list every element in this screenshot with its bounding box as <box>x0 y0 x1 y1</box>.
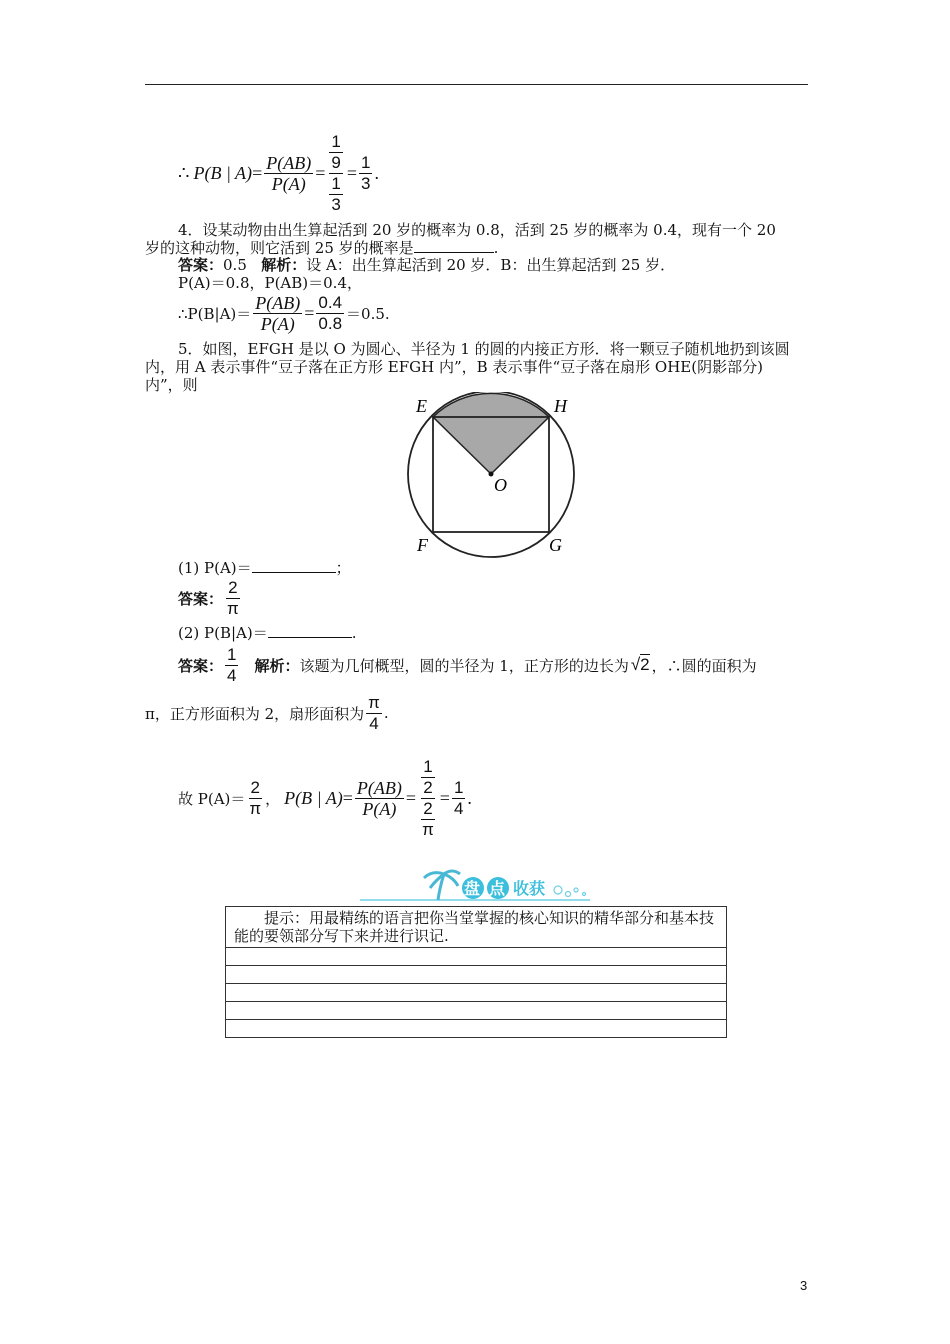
summary-banner <box>360 868 620 906</box>
frac-den: P(A) <box>362 798 397 819</box>
frac-num: 2 <box>228 577 238 597</box>
analysis-label: 解析： <box>254 656 300 675</box>
frac-num: 1 <box>360 152 371 172</box>
period: . <box>351 624 357 642</box>
q4-answer-line <box>178 256 675 274</box>
bubbles-icon <box>554 886 586 897</box>
frac-den: P(A) <box>260 313 295 334</box>
fraction-values <box>316 293 344 334</box>
banner-char-3: 收获 <box>513 879 546 898</box>
comma: ， <box>265 789 281 808</box>
palm-tree-icon <box>424 871 460 900</box>
shaded-sector <box>433 393 549 474</box>
summary-table <box>225 906 727 1038</box>
label-h: H <box>554 396 567 416</box>
frac-num: P(AB) <box>356 777 402 798</box>
label-f: F <box>417 535 428 555</box>
fraction-pab-pa <box>264 153 313 194</box>
compound-fraction <box>327 132 344 215</box>
analysis-text: 设 A：出生算起活到 20 岁．B：出生算起活到 25 岁． <box>306 256 676 274</box>
q4-line4: P(A)＝0.8，P(AB)＝0.4， <box>178 274 362 292</box>
sqrt-value: 2 <box>640 655 650 674</box>
answer-value: 0.5 <box>223 256 247 274</box>
frac-den: 3 <box>360 173 371 193</box>
summary-text: 提示：用最精练的语言把你当堂掌握的核心知识的精华部分和基本技能的要领部分写下来并进行识记. <box>234 909 715 945</box>
frac-num: π <box>368 692 380 712</box>
analysis-text: 该题为几何概型，圆的半径为 1，正方形的边长为 <box>299 656 629 675</box>
summary-line[interactable] <box>226 1020 726 1037</box>
answer-blank <box>252 572 336 573</box>
result-fraction <box>452 778 465 819</box>
frac-num: 1 <box>453 777 464 797</box>
frac-num: 1 <box>331 173 341 193</box>
q4-stem-end: 岁的这种动物，则它活到 25 岁的概率是 <box>145 239 414 257</box>
frac-den: 4 <box>453 798 464 818</box>
result-fraction <box>359 153 372 194</box>
frac-den: π <box>422 819 434 839</box>
q5-part2 <box>178 624 357 642</box>
eq-sign: = <box>252 162 263 183</box>
analysis-label: 解析： <box>261 256 307 274</box>
label-o: O <box>494 475 507 495</box>
answer-label: 答案： <box>178 256 224 274</box>
area-text: π，正方形面积为 2，扇形面积为 <box>145 704 365 723</box>
label-e: E <box>416 396 427 416</box>
eq-lhs: P(B | A) <box>193 162 253 183</box>
frac-den: 0.8 <box>318 313 343 333</box>
frac-den: π <box>249 798 262 818</box>
frac-num: P(AB) <box>255 292 301 313</box>
frac-den: π <box>227 598 239 618</box>
period: . <box>467 787 472 808</box>
frac-den: P(A) <box>271 173 306 194</box>
pa-fraction <box>247 778 263 819</box>
q5-line3: 内”，则 <box>145 376 198 394</box>
analysis-text-2: ，∴圆的面积为 <box>651 656 757 675</box>
frac-num: 2 <box>423 798 433 818</box>
banner-char-1: 盘 <box>464 879 481 898</box>
summary-prompt <box>226 907 726 948</box>
banner-char-2: 点 <box>489 879 506 898</box>
circle-square-figure <box>400 392 590 562</box>
frac-den: 3 <box>331 194 341 214</box>
semicolon: ； <box>335 559 351 577</box>
answer-blank <box>414 252 494 253</box>
summary-line[interactable] <box>226 1002 726 1020</box>
q5-area-line: π，正方形面积为 2，扇形面积为 $\frac{\pi}{4}$ . <box>145 692 389 733</box>
q5-line1: 5．如图，EFGH 是以 O 为圆心、半径为 1 的圆的内接正方形．将一颗豆子随机地扔到该圆 <box>178 340 790 358</box>
period: . <box>374 162 379 183</box>
answer-label: 答案： <box>178 656 224 675</box>
frac-num: 1 <box>423 756 433 776</box>
sqrt-expression: √2 <box>630 655 650 674</box>
compound-fraction <box>418 757 438 840</box>
calc-lhs: ∴P(B|A)＝ <box>178 304 252 323</box>
so-label: 故 P(A)＝ <box>178 789 246 808</box>
q5-line2: 内，用 A 表示事件“豆子落在正方形 EFGH 内”，B 表示事件“豆子落在扇形 OHE(阴影部分) <box>145 358 763 376</box>
part1-text: (1) P(A)＝ <box>178 559 252 577</box>
summary-line[interactable] <box>226 984 726 1002</box>
answer-fraction <box>225 578 241 619</box>
q5-final-equation: 故 P(A)＝ $\frac{2}{\pi}$ ， P(B | A) = $\frac{P(AB)}{P(A)}$ = $\frac{\frac{1}{2}}{\frac{2}{\pi}}$ = $\frac{1}{4}$ . <box>178 756 472 839</box>
equation-conditional <box>178 128 379 218</box>
frac-num: 1 <box>331 131 341 151</box>
frac-num: P(AB) <box>266 152 312 173</box>
q4-line2: 岁的这种动物，则它活到 25 岁的概率是 . <box>145 239 499 257</box>
q5-answer2 <box>178 642 810 688</box>
center-point <box>489 472 494 477</box>
q4-calculation: ∴P(B|A)＝ $\frac{P(AB)}{P(A)}$ = $\frac{0.4}{0.8}$ ＝0.5. <box>178 292 390 334</box>
label-g: G <box>549 535 562 555</box>
q5-answer1 <box>178 575 243 621</box>
frac-den: 2 <box>423 777 433 797</box>
part2-text: (2) P(B|A)＝ <box>178 624 268 642</box>
page-number: 3 <box>800 1278 808 1293</box>
fraction-pab-pa <box>355 778 404 819</box>
eq-sign: = <box>346 162 357 183</box>
frac-den: 4 <box>227 665 237 685</box>
q4-line1: 4．设某动物由出生算起活到 20 岁的概率为 0.8，活到 25 岁的概率为 0.4，现有一个 20 <box>178 221 776 239</box>
header-rule <box>145 84 808 85</box>
frac-num: 1 <box>227 644 237 664</box>
eq-sign: = <box>315 162 326 183</box>
fraction-pab-pa <box>253 293 302 334</box>
answer-label: 答案： <box>178 589 224 608</box>
f-lhs: P(B | A) <box>284 787 343 808</box>
therefore-symbol: ∴ <box>178 162 190 183</box>
calc-result: ＝0.5. <box>346 304 390 323</box>
frac-den: 4 <box>369 713 379 733</box>
summary-line[interactable] <box>226 948 726 966</box>
frac-den: 9 <box>331 152 341 172</box>
answer-blank <box>268 637 352 638</box>
frac-num: 0.4 <box>318 292 343 312</box>
frac-num: 2 <box>250 777 260 797</box>
answer-fraction <box>225 645 238 686</box>
sector-fraction <box>366 693 382 734</box>
summary-line[interactable] <box>226 966 726 984</box>
